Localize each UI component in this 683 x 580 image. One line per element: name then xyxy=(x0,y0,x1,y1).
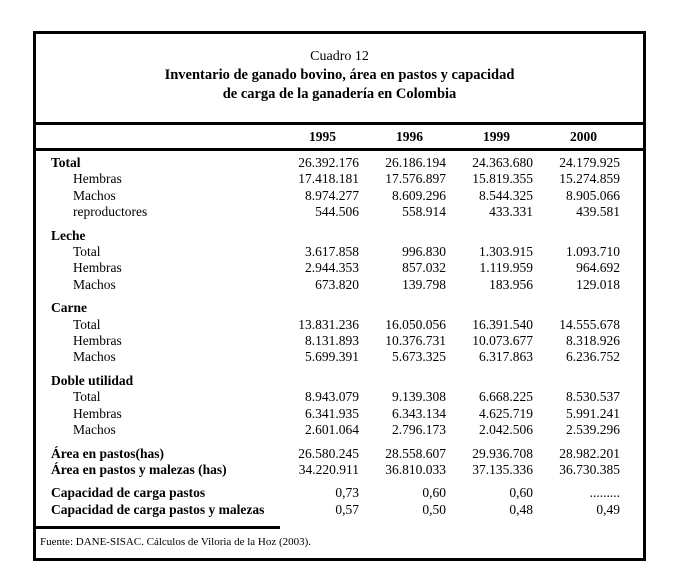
row-label: Hembras xyxy=(73,333,122,349)
table-row xyxy=(51,244,620,260)
value-cell: 6.317.863 xyxy=(479,349,533,365)
row-label: Total xyxy=(73,244,101,260)
table-row xyxy=(51,171,620,187)
table-row xyxy=(51,349,620,365)
value-cell: 6.341.935 xyxy=(305,405,359,421)
value-cell xyxy=(533,366,620,389)
value-cell: 1.303.915 xyxy=(479,244,533,260)
value-cell: 0,50 xyxy=(422,501,446,517)
row-label: reproductores xyxy=(73,204,148,220)
value-cell: 37.135.336 xyxy=(472,461,533,477)
row-label: Hembras xyxy=(73,171,122,187)
table-row xyxy=(51,221,620,244)
table-title-block xyxy=(36,34,643,104)
value-cell xyxy=(446,293,533,316)
table-row xyxy=(51,260,620,276)
table-row xyxy=(51,389,620,405)
table-row xyxy=(51,333,620,349)
year-header-1999: 1999 xyxy=(483,128,510,144)
row-label: Hembras xyxy=(73,405,122,421)
table-number-title: Cuadro 12 xyxy=(310,49,369,64)
value-cell: 2.601.064 xyxy=(305,422,359,438)
value-cell: 1.093.710 xyxy=(566,244,620,260)
value-cell: 8.974.277 xyxy=(305,187,359,203)
value-cell: 5.673.325 xyxy=(392,349,446,365)
row-label: Leche xyxy=(51,227,86,243)
table-row xyxy=(51,317,620,333)
value-cell: 439.581 xyxy=(576,204,620,220)
row-label: Hembras xyxy=(73,260,122,276)
value-cell: 0,48 xyxy=(509,501,533,517)
row-label: Total xyxy=(51,155,81,170)
value-cell xyxy=(446,221,533,244)
value-cell: 8.905.066 xyxy=(566,187,620,203)
row-label: Capacidad de carga pastos y malezas xyxy=(51,501,265,517)
value-cell: 13.831.236 xyxy=(298,316,359,332)
header-bottom-rule xyxy=(36,148,643,151)
row-label: Total xyxy=(73,389,101,405)
value-cell: 0,49 xyxy=(596,501,620,517)
value-cell: 16.391.540 xyxy=(472,316,533,332)
value-cell: 0,60 xyxy=(422,485,446,501)
value-cell: 183.956 xyxy=(489,276,533,292)
value-cell: 8.943.079 xyxy=(305,389,359,405)
value-cell xyxy=(272,366,359,389)
table-row xyxy=(51,422,620,438)
year-header-2000: 2000 xyxy=(570,128,597,144)
table-row xyxy=(51,366,620,389)
value-cell: 17.418.181 xyxy=(298,171,359,187)
source-note: Fuente: DANE-SISAC. Cálculos de Viloria de la Hoz (2003). xyxy=(40,536,312,549)
value-cell: 9.139.308 xyxy=(392,389,446,405)
value-cell xyxy=(359,293,446,316)
value-cell: ......... xyxy=(589,485,620,501)
source-rule xyxy=(36,526,280,529)
value-cell: 24.363.680 xyxy=(472,155,533,170)
value-cell: 2.944.353 xyxy=(305,260,359,276)
value-cell: 17.576.897 xyxy=(385,171,446,187)
row-label: Capacidad de carga pastos xyxy=(51,485,206,501)
value-cell: 6.668.225 xyxy=(479,389,533,405)
row-label: Machos xyxy=(73,349,116,365)
table-row xyxy=(51,462,620,478)
value-cell: 4.625.719 xyxy=(479,405,533,421)
value-cell xyxy=(359,366,446,389)
value-cell: 28.982.201 xyxy=(559,445,620,461)
value-cell: 6.343.134 xyxy=(392,405,446,421)
value-cell: 29.936.708 xyxy=(472,445,533,461)
data-table xyxy=(51,155,620,518)
value-cell: 8.544.325 xyxy=(479,187,533,203)
table-row xyxy=(51,293,620,316)
table-row xyxy=(51,439,620,462)
value-cell: 857.032 xyxy=(402,260,446,276)
table-row xyxy=(51,406,620,422)
value-cell: 10.376.731 xyxy=(385,333,446,349)
value-cell: 544.506 xyxy=(315,204,359,220)
table-frame xyxy=(33,31,646,561)
value-cell: 996.830 xyxy=(402,244,446,260)
year-header-row xyxy=(36,125,643,148)
row-label: Machos xyxy=(73,276,116,292)
value-cell: 8.318.926 xyxy=(566,333,620,349)
value-cell xyxy=(272,221,359,244)
table-row xyxy=(51,478,620,501)
value-cell: 26.186.194 xyxy=(385,155,446,170)
value-cell: 433.331 xyxy=(489,204,533,220)
value-cell: 34.220.911 xyxy=(298,461,359,477)
value-cell: 673.820 xyxy=(315,276,359,292)
value-cell xyxy=(359,221,446,244)
row-label: Área en pastos y malezas (has) xyxy=(51,461,227,477)
data-table-body xyxy=(51,155,620,518)
value-cell: 2.796.173 xyxy=(392,422,446,438)
value-cell: 28.558.607 xyxy=(385,445,446,461)
value-cell xyxy=(533,221,620,244)
table-row xyxy=(51,502,620,518)
row-label: Machos xyxy=(73,422,116,438)
value-cell: 3.617.858 xyxy=(305,244,359,260)
value-cell: 5.699.391 xyxy=(305,349,359,365)
table-row xyxy=(51,204,620,220)
table-subtitle-line1: Inventario de ganado bovino, área en pastos y capacidad xyxy=(164,67,515,83)
value-cell: 15.274.859 xyxy=(559,171,620,187)
value-cell: 26.392.176 xyxy=(298,155,359,170)
value-cell: 139.798 xyxy=(402,276,446,292)
value-cell: 1.119.959 xyxy=(479,260,533,276)
value-cell: 36.730.385 xyxy=(559,461,620,477)
value-cell: 2.042.506 xyxy=(479,422,533,438)
value-cell: 15.819.355 xyxy=(472,171,533,187)
value-cell: 16.050.056 xyxy=(385,316,446,332)
row-label: Machos xyxy=(73,187,116,203)
row-label: Total xyxy=(73,316,101,332)
value-cell: 129.018 xyxy=(576,276,620,292)
value-cell: 0,73 xyxy=(335,485,359,501)
value-cell: 14.555.678 xyxy=(559,316,620,332)
value-cell: 6.236.752 xyxy=(566,349,620,365)
value-cell: 10.073.677 xyxy=(472,333,533,349)
value-cell: 2.539.296 xyxy=(566,422,620,438)
year-header-1995: 1995 xyxy=(309,128,336,144)
table-row xyxy=(51,188,620,204)
table-row xyxy=(51,155,620,171)
table-subtitle-line2: de carga de la ganadería en Colombia xyxy=(222,86,457,102)
value-cell: 964.692 xyxy=(576,260,620,276)
value-cell: 26.580.245 xyxy=(298,445,359,461)
value-cell: 8.530.537 xyxy=(566,389,620,405)
value-cell xyxy=(533,293,620,316)
value-cell: 558.914 xyxy=(402,204,446,220)
value-cell xyxy=(446,366,533,389)
value-cell: 8.131.893 xyxy=(305,333,359,349)
value-cell: 0,57 xyxy=(335,501,359,517)
value-cell: 0,60 xyxy=(509,485,533,501)
row-label: Área en pastos(has) xyxy=(51,445,165,461)
value-cell: 24.179.925 xyxy=(559,155,620,170)
table-row xyxy=(51,277,620,293)
value-cell: 8.609.296 xyxy=(392,187,446,203)
value-cell xyxy=(272,293,359,316)
row-label: Doble utilidad xyxy=(51,372,134,388)
value-cell: 5.991.241 xyxy=(566,405,620,421)
value-cell: 36.810.033 xyxy=(385,461,446,477)
year-header-1996: 1996 xyxy=(396,128,423,144)
row-label: Carne xyxy=(51,300,87,316)
